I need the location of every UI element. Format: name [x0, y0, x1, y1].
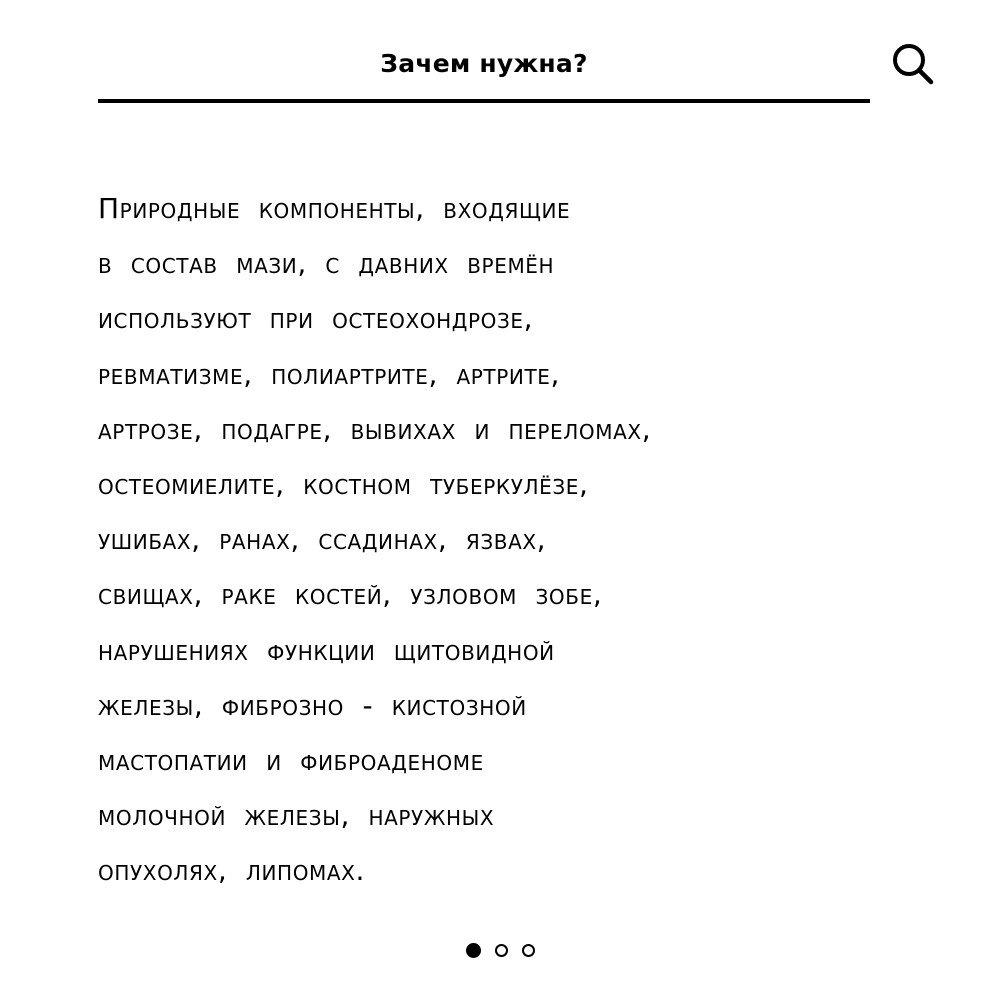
- text-line: используют при остеохондрозе,: [98, 302, 534, 336]
- text-line: остеомиелите, костном туберкулёзе,: [98, 468, 589, 502]
- search-icon: [884, 36, 944, 96]
- text-line: ушибах, ранах, ссадинах, язвах,: [98, 523, 547, 557]
- page-indicator: [0, 938, 1000, 962]
- text-line: железы, фиброзно - кистозной: [98, 688, 527, 722]
- text-line: ревматизме, полиартрите, артрите,: [98, 357, 560, 391]
- text-line: молочной железы, наружных: [98, 799, 495, 833]
- text-line: мастопатии и фиброаденоме: [98, 744, 484, 778]
- text-line: опухолях, липомах.: [98, 854, 365, 888]
- text-line: свищах, раке костей, узловом зобе,: [98, 578, 603, 612]
- text-line: в состав мази, с давних времён: [98, 247, 555, 281]
- page-dot-1-active[interactable]: [466, 943, 481, 958]
- header: [0, 0, 1000, 110]
- text-line: Природные компоненты, входящие: [98, 192, 571, 225]
- page-dot-3[interactable]: [522, 944, 535, 957]
- text-line: артрозе, подагре, вывихах и переломах,: [98, 412, 652, 446]
- description-text: [98, 181, 958, 899]
- page-dot-2[interactable]: [495, 944, 508, 957]
- page-title: Зачем нужна?: [380, 49, 588, 78]
- header-divider: [98, 99, 870, 103]
- text-line: нарушениях функции щитовидной: [98, 633, 555, 667]
- search-button[interactable]: [884, 36, 944, 96]
